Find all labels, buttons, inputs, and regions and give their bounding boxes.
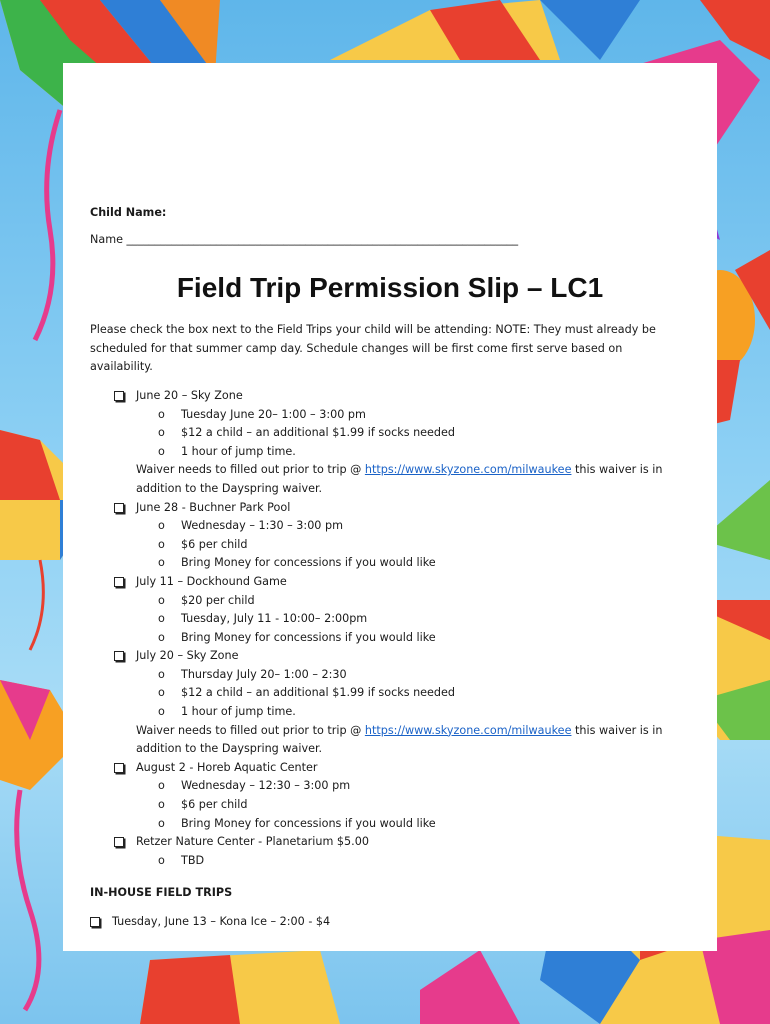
waiver-text-end: this waiver is in addition to the Dayspring waiver. [136,463,663,495]
trip-item [90,499,690,573]
name-field-line[interactable]: Name ______________________________________________________________________ [90,232,519,246]
trip-detail-text: Bring Money for concessions if you would like [181,816,436,830]
waiver-text: Waiver needs to filled out prior to trip @ [136,463,365,477]
trip-detail-item [136,777,690,796]
page-title: Field Trip Permission Slip – LC1 [176,272,604,304]
trip-label: July 20 – Sky Zone [136,649,239,663]
trip-detail-text: $20 per child [181,593,255,607]
trip-detail-text: $6 per child [181,798,248,812]
trip-detail-item [136,424,690,443]
trip-label: August 2 - Horeb Aquatic Center [136,760,318,774]
trip-details [136,517,690,573]
trip-detail-text: Bring Money for concessions if you would like [181,556,436,570]
trip-detail-item [136,684,690,703]
trip-item [90,647,690,759]
trip-detail-item [136,554,690,573]
trip-detail-item [136,610,690,629]
trip-detail-item [136,852,690,871]
trip-detail-text: $12 a child – an additional $1.99 if socks needed [181,686,456,700]
circle-bullet-icon: o [158,630,165,644]
trip-label: Retzer Nature Center - Planetarium $5.00 [136,835,369,849]
inhouse-item [90,913,690,932]
circle-bullet-icon: o [158,556,165,570]
trip-detail-item [136,815,690,834]
trip-detail-text: TBD [181,853,205,867]
trip-detail-item [136,666,690,685]
trip-detail-text: Bring Money for concessions if you would like [181,630,436,644]
circle-bullet-icon: o [158,444,165,458]
circle-bullet-icon: o [158,686,165,700]
trip-detail-item [136,629,690,648]
trip-detail-text: 1 hour of jump time. [181,705,296,719]
trip-checkbox[interactable] [114,763,124,773]
inhouse-list [90,913,690,932]
circle-bullet-icon: o [158,519,165,533]
circle-bullet-icon: o [158,426,165,440]
trip-detail-text: Thursday July 20– 1:00 – 2:30 [181,667,347,681]
trip-checkbox[interactable] [114,503,124,513]
trip-checkbox[interactable] [114,837,124,847]
trip-label: July 11 – Dockhound Game [136,574,287,588]
circle-bullet-icon: o [158,593,165,607]
circle-bullet-icon: o [158,798,165,812]
child-name-label: Child Name: [90,206,167,219]
trip-list [90,387,690,870]
trip-details [136,777,690,833]
trip-detail-item [136,796,690,815]
circle-bullet-icon: o [158,779,165,793]
circle-bullet-icon: o [158,407,165,421]
inhouse-item-text: Tuesday, June 13 – Kona Ice – 2:00 - $4 [112,915,331,928]
circle-bullet-icon: o [158,853,165,867]
trip-detail-item [136,592,690,611]
trip-detail-text: Wednesday – 12:30 – 3:00 pm [181,779,351,793]
trip-details [136,852,690,871]
waiver-text-end: this waiver is in addition to the Dayspring waiver. [136,723,663,756]
waiver-text: Waiver needs to filled out prior to trip @ [136,723,365,737]
trip-detail-item [136,536,690,555]
intro-paragraph: Please check the box next to the Field Trips your child will be attending: NOTE: They must already be scheduled for that summer camp day. Schedule changes will be first come first serve based on availability. [90,323,656,374]
trip-checkbox[interactable] [114,391,124,401]
trip-details [136,666,690,722]
trip-detail-item [136,703,690,722]
trip-item [90,759,690,833]
trip-item [90,573,690,647]
circle-bullet-icon: o [158,612,165,626]
trip-item [90,387,690,499]
trip-detail-item [136,517,690,536]
trip-detail-item [136,406,690,425]
trip-detail-text: Tuesday, July 11 - 10:00– 2:00pm [181,612,368,626]
trip-detail-text: 1 hour of jump time. [181,444,296,458]
permission-slip [90,200,690,932]
inhouse-heading: IN-HOUSE FIELD TRIPS [90,886,233,900]
inhouse-checkbox[interactable] [90,917,100,927]
trip-detail-item [136,443,690,462]
trip-detail-text: Wednesday – 1:30 – 3:00 pm [181,519,343,533]
circle-bullet-icon: o [158,537,165,551]
waiver-note [136,722,681,759]
skyzone-waiver-link[interactable]: https://www.skyzone.com/milwaukee [364,463,572,477]
trip-item [90,833,690,870]
trip-detail-text: $6 per child [181,537,248,551]
trip-checkbox[interactable] [114,577,124,587]
circle-bullet-icon: o [158,705,165,719]
trip-detail-text: $12 a child – an additional $1.99 if socks needed [181,426,456,440]
trip-label: June 20 – Sky Zone [136,388,243,402]
skyzone-waiver-link[interactable]: https://www.skyzone.com/milwaukee [364,723,572,737]
trip-details [136,592,690,648]
waiver-note [136,461,681,498]
trip-detail-text: Tuesday June 20– 1:00 – 3:00 pm [181,407,366,421]
circle-bullet-icon: o [158,816,165,830]
circle-bullet-icon: o [158,667,165,681]
trip-details [136,406,690,462]
trip-label: June 28 - Buchner Park Pool [136,500,291,514]
trip-checkbox[interactable] [114,651,124,661]
